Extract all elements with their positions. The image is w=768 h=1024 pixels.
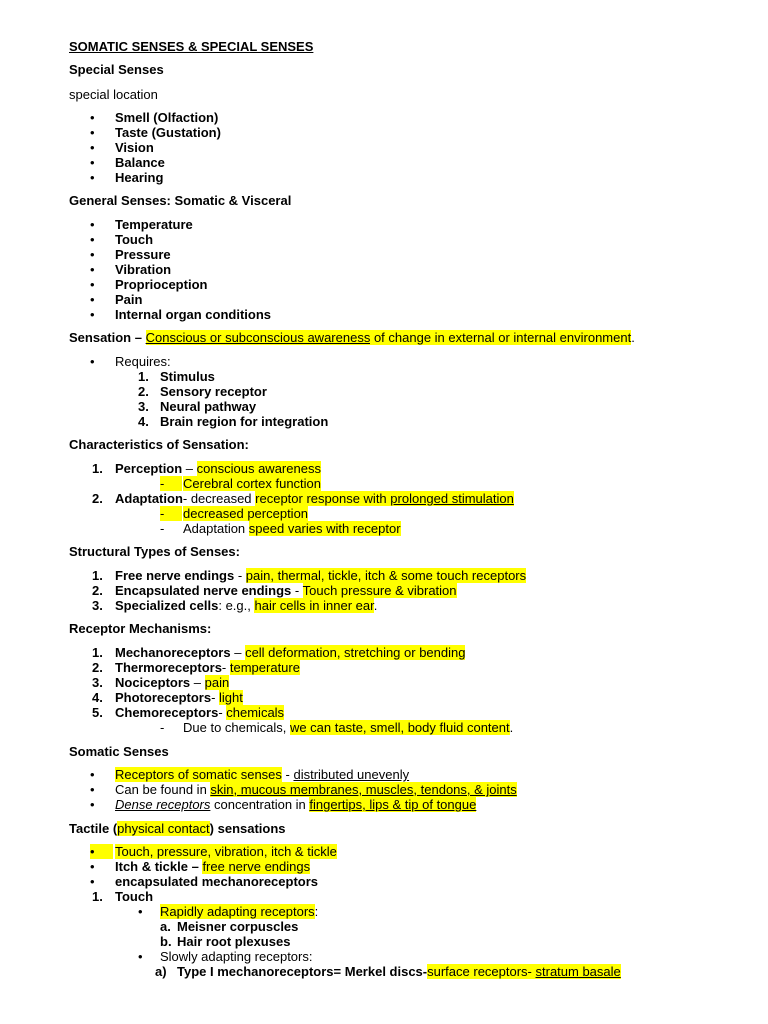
perception-dash: – (182, 461, 197, 476)
tactile-highlight: physical contact (117, 821, 210, 836)
general-item: Pressure (115, 247, 171, 262)
special-item: Hearing (115, 170, 164, 185)
perception-item (115, 461, 321, 476)
receptor-subitem: Meisner corpuscles (177, 919, 299, 934)
bullet-marker: • (90, 874, 95, 889)
perception-term: Perception (115, 461, 183, 476)
number-marker: 4. (92, 690, 103, 705)
number-marker: 2. (92, 583, 103, 598)
special-item: Taste (Gustation) (115, 125, 221, 140)
dash-marker: - (160, 476, 183, 491)
tactile-heading (69, 821, 286, 836)
tactile-item (115, 859, 310, 874)
receptor-def: pain (204, 675, 230, 690)
structural-heading: Structural Types of Senses: (69, 544, 240, 559)
number-marker: 3. (92, 598, 103, 613)
chemicals-note (183, 720, 513, 735)
dash-marker: - (160, 521, 165, 536)
sensation-term: Sensation (69, 330, 132, 345)
document-title: SOMATIC SENSES & SPECIAL SENSES (69, 39, 314, 54)
structural-sep: - (234, 568, 246, 583)
touch-item: Touch (115, 889, 154, 904)
general-item: Proprioception (115, 277, 208, 292)
sensation-def-highlight: Conscious or subconscious awareness (145, 330, 371, 345)
tactile-post: ) sensations (209, 821, 286, 836)
bullet-marker: • (90, 844, 113, 859)
bullet-marker: • (90, 232, 95, 247)
somatic-dense-locations: fingertips, lips & tip of tongue (309, 797, 477, 812)
somatic-sep: - (281, 767, 294, 782)
general-senses-heading: General Senses: Somatic & Visceral (69, 193, 292, 208)
requirement-item: Brain region for integration (160, 414, 329, 429)
structural-def: hair cells in inner ear (254, 598, 374, 613)
bullet-marker: • (90, 292, 95, 307)
somatic-item (115, 797, 476, 812)
special-item: Smell (Olfaction) (115, 110, 219, 125)
requires-label: Requires: (115, 354, 171, 369)
receptor-term: Photoreceptors (115, 690, 212, 705)
receptor-sep: - (218, 705, 227, 720)
number-marker: 3. (138, 399, 149, 414)
number-marker: 3. (92, 675, 103, 690)
speed-pre: Adaptation (183, 521, 249, 536)
receptor-item (115, 705, 284, 720)
receptor-item (115, 690, 243, 705)
number-marker: 2. (92, 660, 103, 675)
bullet-marker: • (90, 797, 95, 812)
structural-term: Free nerve endings (115, 568, 235, 583)
number-marker: 1. (92, 645, 103, 660)
bullet-marker: • (90, 859, 95, 874)
number-marker: 4. (138, 414, 149, 429)
adaptation-speed (183, 521, 401, 536)
receptor-def: light (219, 690, 243, 705)
bullet-marker: • (90, 354, 95, 369)
somatic-heading: Somatic Senses (69, 744, 169, 759)
general-item: Pain (115, 292, 143, 307)
rapid-end: : (314, 904, 319, 919)
dash-marker: - (160, 720, 165, 735)
receptor-item (115, 675, 229, 690)
receptor-subitem: Hair root plexuses (177, 934, 291, 949)
decreased-perception: decreased perception (183, 506, 309, 521)
number-marker: 1. (92, 568, 103, 583)
rapid-highlight: Rapidly adapting receptors (160, 904, 315, 919)
general-item: Touch (115, 232, 154, 247)
receptor-def: cell deformation, stretching or bending (245, 645, 466, 660)
sensation-def-rest: of change in external or internal environment (370, 330, 632, 345)
number-marker: 2. (92, 491, 103, 506)
sensation-period: . (631, 330, 635, 345)
bullet-marker: • (90, 170, 95, 185)
general-item: Vibration (115, 262, 172, 277)
structural-def: pain, thermal, tickle, itch & some touch receptors (245, 568, 527, 583)
receptor-sep: - (221, 660, 230, 675)
bullet-marker: • (90, 262, 95, 277)
somatic-highlight: Receptors of somatic senses (115, 767, 282, 782)
somatic-item (115, 782, 517, 797)
structural-item (115, 583, 457, 598)
special-senses-heading: Special Senses (69, 62, 164, 77)
receptor-heading: Receptor Mechanisms: (69, 621, 212, 636)
somatic-locations: skin, mucous membranes, muscles, tendons, & joints (210, 782, 517, 797)
perception-def: conscious awareness (196, 461, 321, 476)
tactile-def: free nerve endings (202, 859, 311, 874)
adaptation-highlight: receptor response with (255, 491, 391, 506)
somatic-underline: distributed unevenly (293, 767, 410, 782)
speed-highlight: speed varies with receptor (248, 521, 401, 536)
structural-sep: : e.g., (218, 598, 255, 613)
rapid-receptors (160, 904, 318, 919)
adaptation-item (115, 491, 514, 506)
letter-marker: b. (160, 934, 172, 949)
bullet-marker: • (90, 247, 95, 262)
receptor-def: temperature (229, 660, 300, 675)
bullet-marker: • (90, 217, 95, 232)
bullet-marker: • (90, 767, 95, 782)
number-marker: 1. (92, 461, 103, 476)
bullet-marker: • (90, 307, 95, 322)
number-marker: 1. (138, 369, 149, 384)
dense-receptors: Dense receptors (115, 797, 211, 812)
receptor-term: Nociceptors (115, 675, 191, 690)
merkel-item (177, 964, 621, 979)
somatic-item (115, 767, 409, 782)
bullet-marker: • (90, 155, 95, 170)
receptor-sep: – (230, 645, 246, 660)
structural-item (115, 598, 377, 613)
letter-marker: a) (155, 964, 167, 979)
receptor-sep: – (190, 675, 205, 690)
number-marker: 1. (92, 889, 103, 904)
bullet-marker: • (90, 125, 95, 140)
structural-sep: - (291, 583, 303, 598)
structural-def: Touch pressure & vibration (302, 583, 457, 598)
tactile-sep: – (187, 859, 203, 874)
bullet-marker: • (90, 782, 95, 797)
tactile-item: Touch, pressure, vibration, itch & tickle (115, 844, 337, 859)
bullet-marker: • (90, 140, 95, 155)
sensation-dash: – (131, 330, 146, 345)
receptor-term: Thermoreceptors (115, 660, 222, 675)
number-marker: 2. (138, 384, 149, 399)
special-item: Vision (115, 140, 154, 155)
bullet-marker: • (138, 949, 143, 964)
receptor-item (115, 660, 300, 675)
merkel-highlight: surface receptors- (427, 964, 536, 979)
cortex-function: Cerebral cortex function (183, 476, 322, 491)
sensation-definition (69, 330, 635, 345)
due-pre: Due to chemicals, (183, 720, 290, 735)
merkel-term: Type I mechanoreceptors= Merkel discs- (177, 964, 428, 979)
somatic-pre: Can be found in (115, 782, 211, 797)
characteristics-heading: Characteristics of Sensation: (69, 437, 249, 452)
letter-marker: a. (160, 919, 171, 934)
dash-marker: - (160, 506, 183, 521)
number-marker: 5. (92, 705, 103, 720)
bullet-marker: • (138, 904, 143, 919)
structural-end: . (373, 598, 378, 613)
requirement-item: Sensory receptor (160, 384, 267, 399)
bullet-marker: • (90, 110, 95, 125)
receptor-term: Chemoreceptors (115, 705, 219, 720)
tactile-item: encapsulated mechanoreceptors (115, 874, 319, 889)
tactile-pre: Tactile ( (69, 821, 118, 836)
receptor-term: Mechanoreceptors (115, 645, 231, 660)
receptor-sep: - (211, 690, 220, 705)
structural-term: Encapsulated nerve endings (115, 583, 292, 598)
tactile-term: Itch & tickle (115, 859, 188, 874)
merkel-underline: stratum basale (535, 964, 621, 979)
adaptation-term: Adaptation (115, 491, 183, 506)
requirement-item: Stimulus (160, 369, 215, 384)
receptor-def: chemicals (226, 705, 285, 720)
adaptation-pre: - decreased (182, 491, 256, 506)
general-item: Internal organ conditions (115, 307, 272, 322)
special-item: Balance (115, 155, 165, 170)
structural-item (115, 568, 526, 583)
slow-receptors: Slowly adapting receptors: (160, 949, 313, 964)
adaptation-underline: prolonged stimulation (390, 491, 514, 506)
somatic-mid: concentration in (210, 797, 310, 812)
due-end: . (509, 720, 514, 735)
requirement-item: Neural pathway (160, 399, 257, 414)
general-item: Temperature (115, 217, 193, 232)
receptor-item (115, 645, 465, 660)
special-location-text: special location (69, 87, 158, 102)
structural-term: Specialized cells (115, 598, 219, 613)
bullet-marker: • (90, 277, 95, 292)
due-highlight: we can taste, smell, body fluid content (289, 720, 510, 735)
